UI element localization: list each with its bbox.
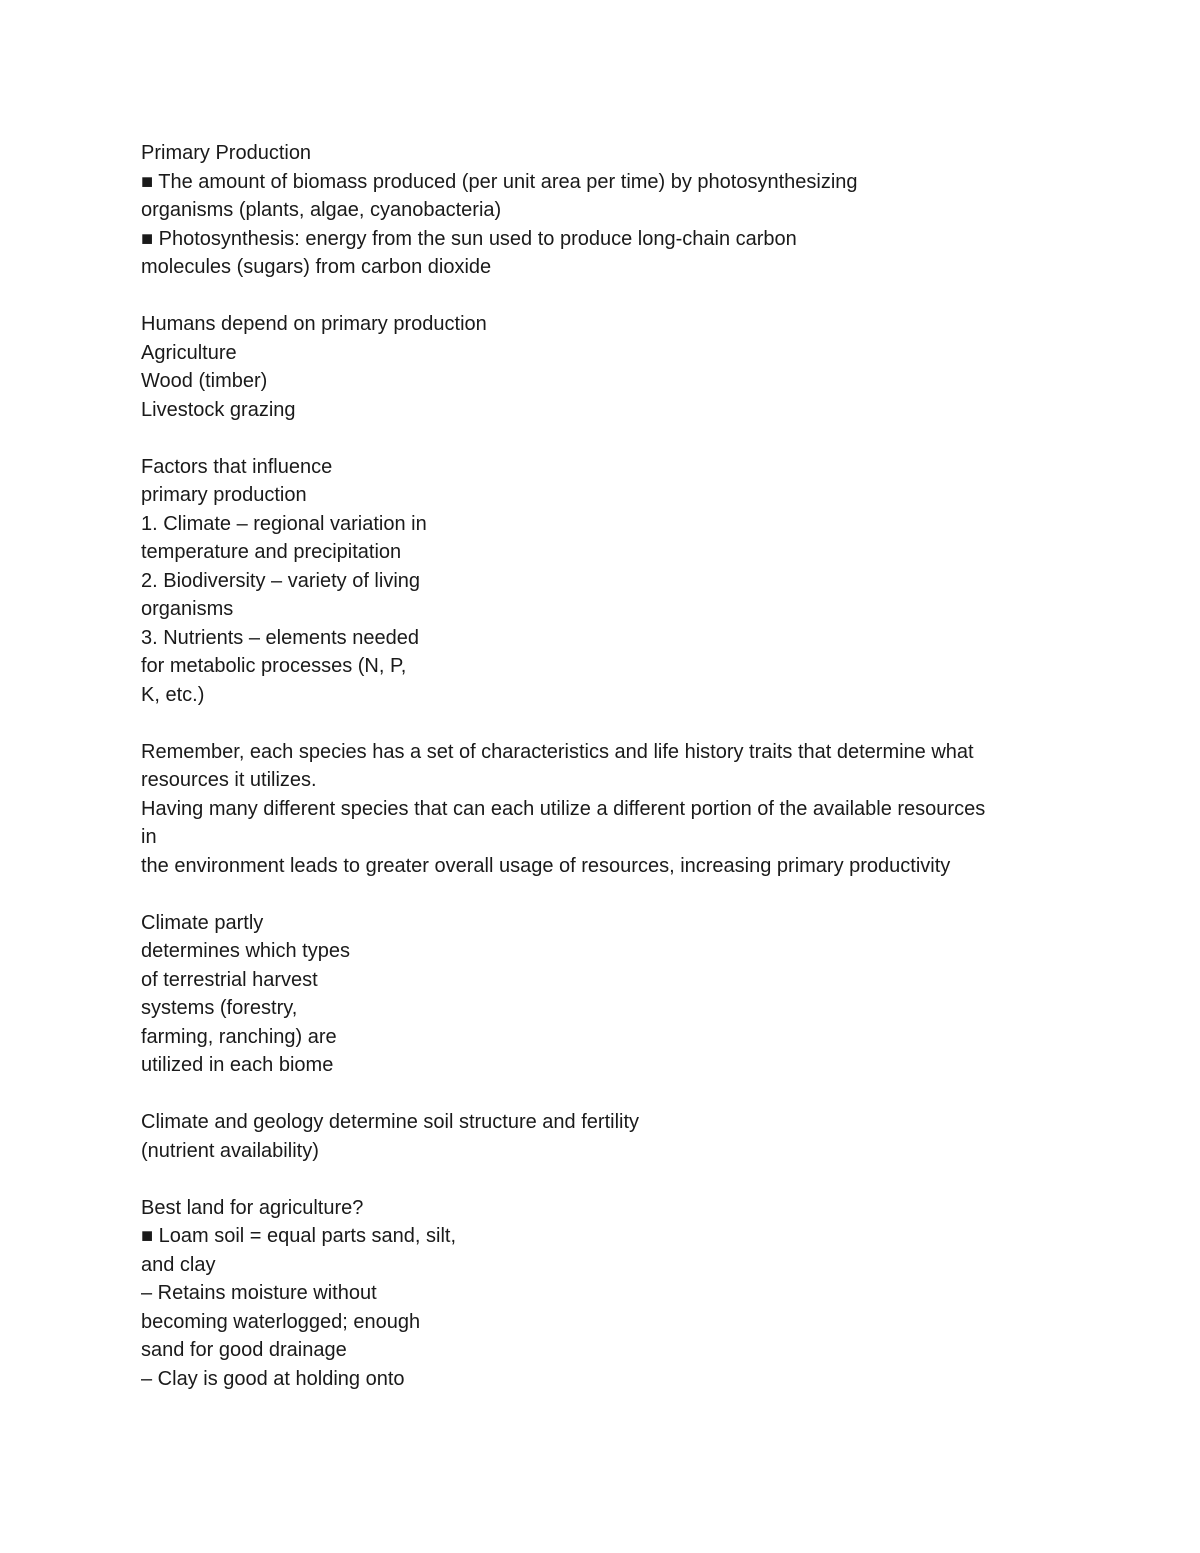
blank-line (141, 709, 1071, 738)
text-line: and clay (141, 1253, 216, 1276)
text-line: Agriculture (141, 341, 237, 364)
blank-line (141, 424, 1071, 453)
text-line: resources it utilizes. (141, 769, 317, 791)
text-line: of terrestrial harvest (141, 968, 318, 991)
list-item-biodiversity: 2. Biodiversity – variety of living (141, 569, 421, 592)
text-line: Wood (timber) (141, 370, 268, 392)
dash-item-retains-moisture: – Retains moisture without (141, 1282, 377, 1304)
paragraph-remember: Remember, each species has a set of characteristics and life history traits that determine what (141, 740, 974, 763)
bullet-photosynthesis: ■ Photosynthesis: energy from the sun used to produce long-chain carbon (141, 227, 797, 250)
text-line: the environment leads to greater overall usage of resources, increasing primary productivity (141, 854, 951, 877)
text-line: molecules (sugars) from carbon dioxide (141, 256, 492, 278)
heading-best-land: Best land for agriculture? (141, 1196, 364, 1219)
blank-line (141, 1165, 1071, 1194)
text-line: K, etc.) (141, 683, 205, 706)
text-line: organisms (plants, algae, cyanobacteria) (141, 199, 502, 221)
text-line: systems (forestry, (141, 997, 298, 1019)
text-line: for metabolic processes (N, P, (141, 655, 407, 677)
blank-line (141, 282, 1071, 311)
list-item-climate: 1. Climate – regional variation in (141, 512, 427, 535)
document-page (141, 139, 1071, 1393)
text-line: (nutrient availability) (141, 1139, 319, 1162)
paragraph-climate-geology: Climate and geology determine soil structure and fertility (141, 1111, 640, 1133)
heading-humans-depend: Humans depend on primary production (141, 313, 487, 335)
text-line: organisms (141, 598, 234, 620)
text-line: farming, ranching) are (141, 1025, 337, 1048)
text-line: becoming waterlogged; enough (141, 1310, 421, 1333)
text-line: in (141, 826, 157, 848)
bullet-biomass-definition: ■ The amount of biomass produced (per unit area per time) by photosynthesizing (141, 170, 858, 193)
paragraph-having-many-species: Having many different species that can each utilize a different portion of the available resources (141, 797, 986, 820)
text-line: utilized in each biome (141, 1054, 334, 1076)
dash-item-clay: – Clay is good at holding onto (141, 1367, 405, 1390)
list-item-nutrients: 3. Nutrients – elements needed (141, 626, 419, 649)
heading-primary-production: Primary Production (141, 142, 312, 164)
text-line: temperature and precipitation (141, 541, 402, 563)
paragraph-climate-partly: Climate partly (141, 911, 264, 934)
text-line: primary production (141, 484, 307, 506)
bullet-loam-soil: ■ Loam soil = equal parts sand, silt, (141, 1225, 457, 1247)
text-line: Livestock grazing (141, 398, 296, 421)
heading-factors: Factors that influence (141, 455, 333, 478)
blank-line (141, 1080, 1071, 1109)
text-line: determines which types (141, 940, 350, 962)
blank-line (141, 880, 1071, 909)
text-line: sand for good drainage (141, 1339, 347, 1361)
